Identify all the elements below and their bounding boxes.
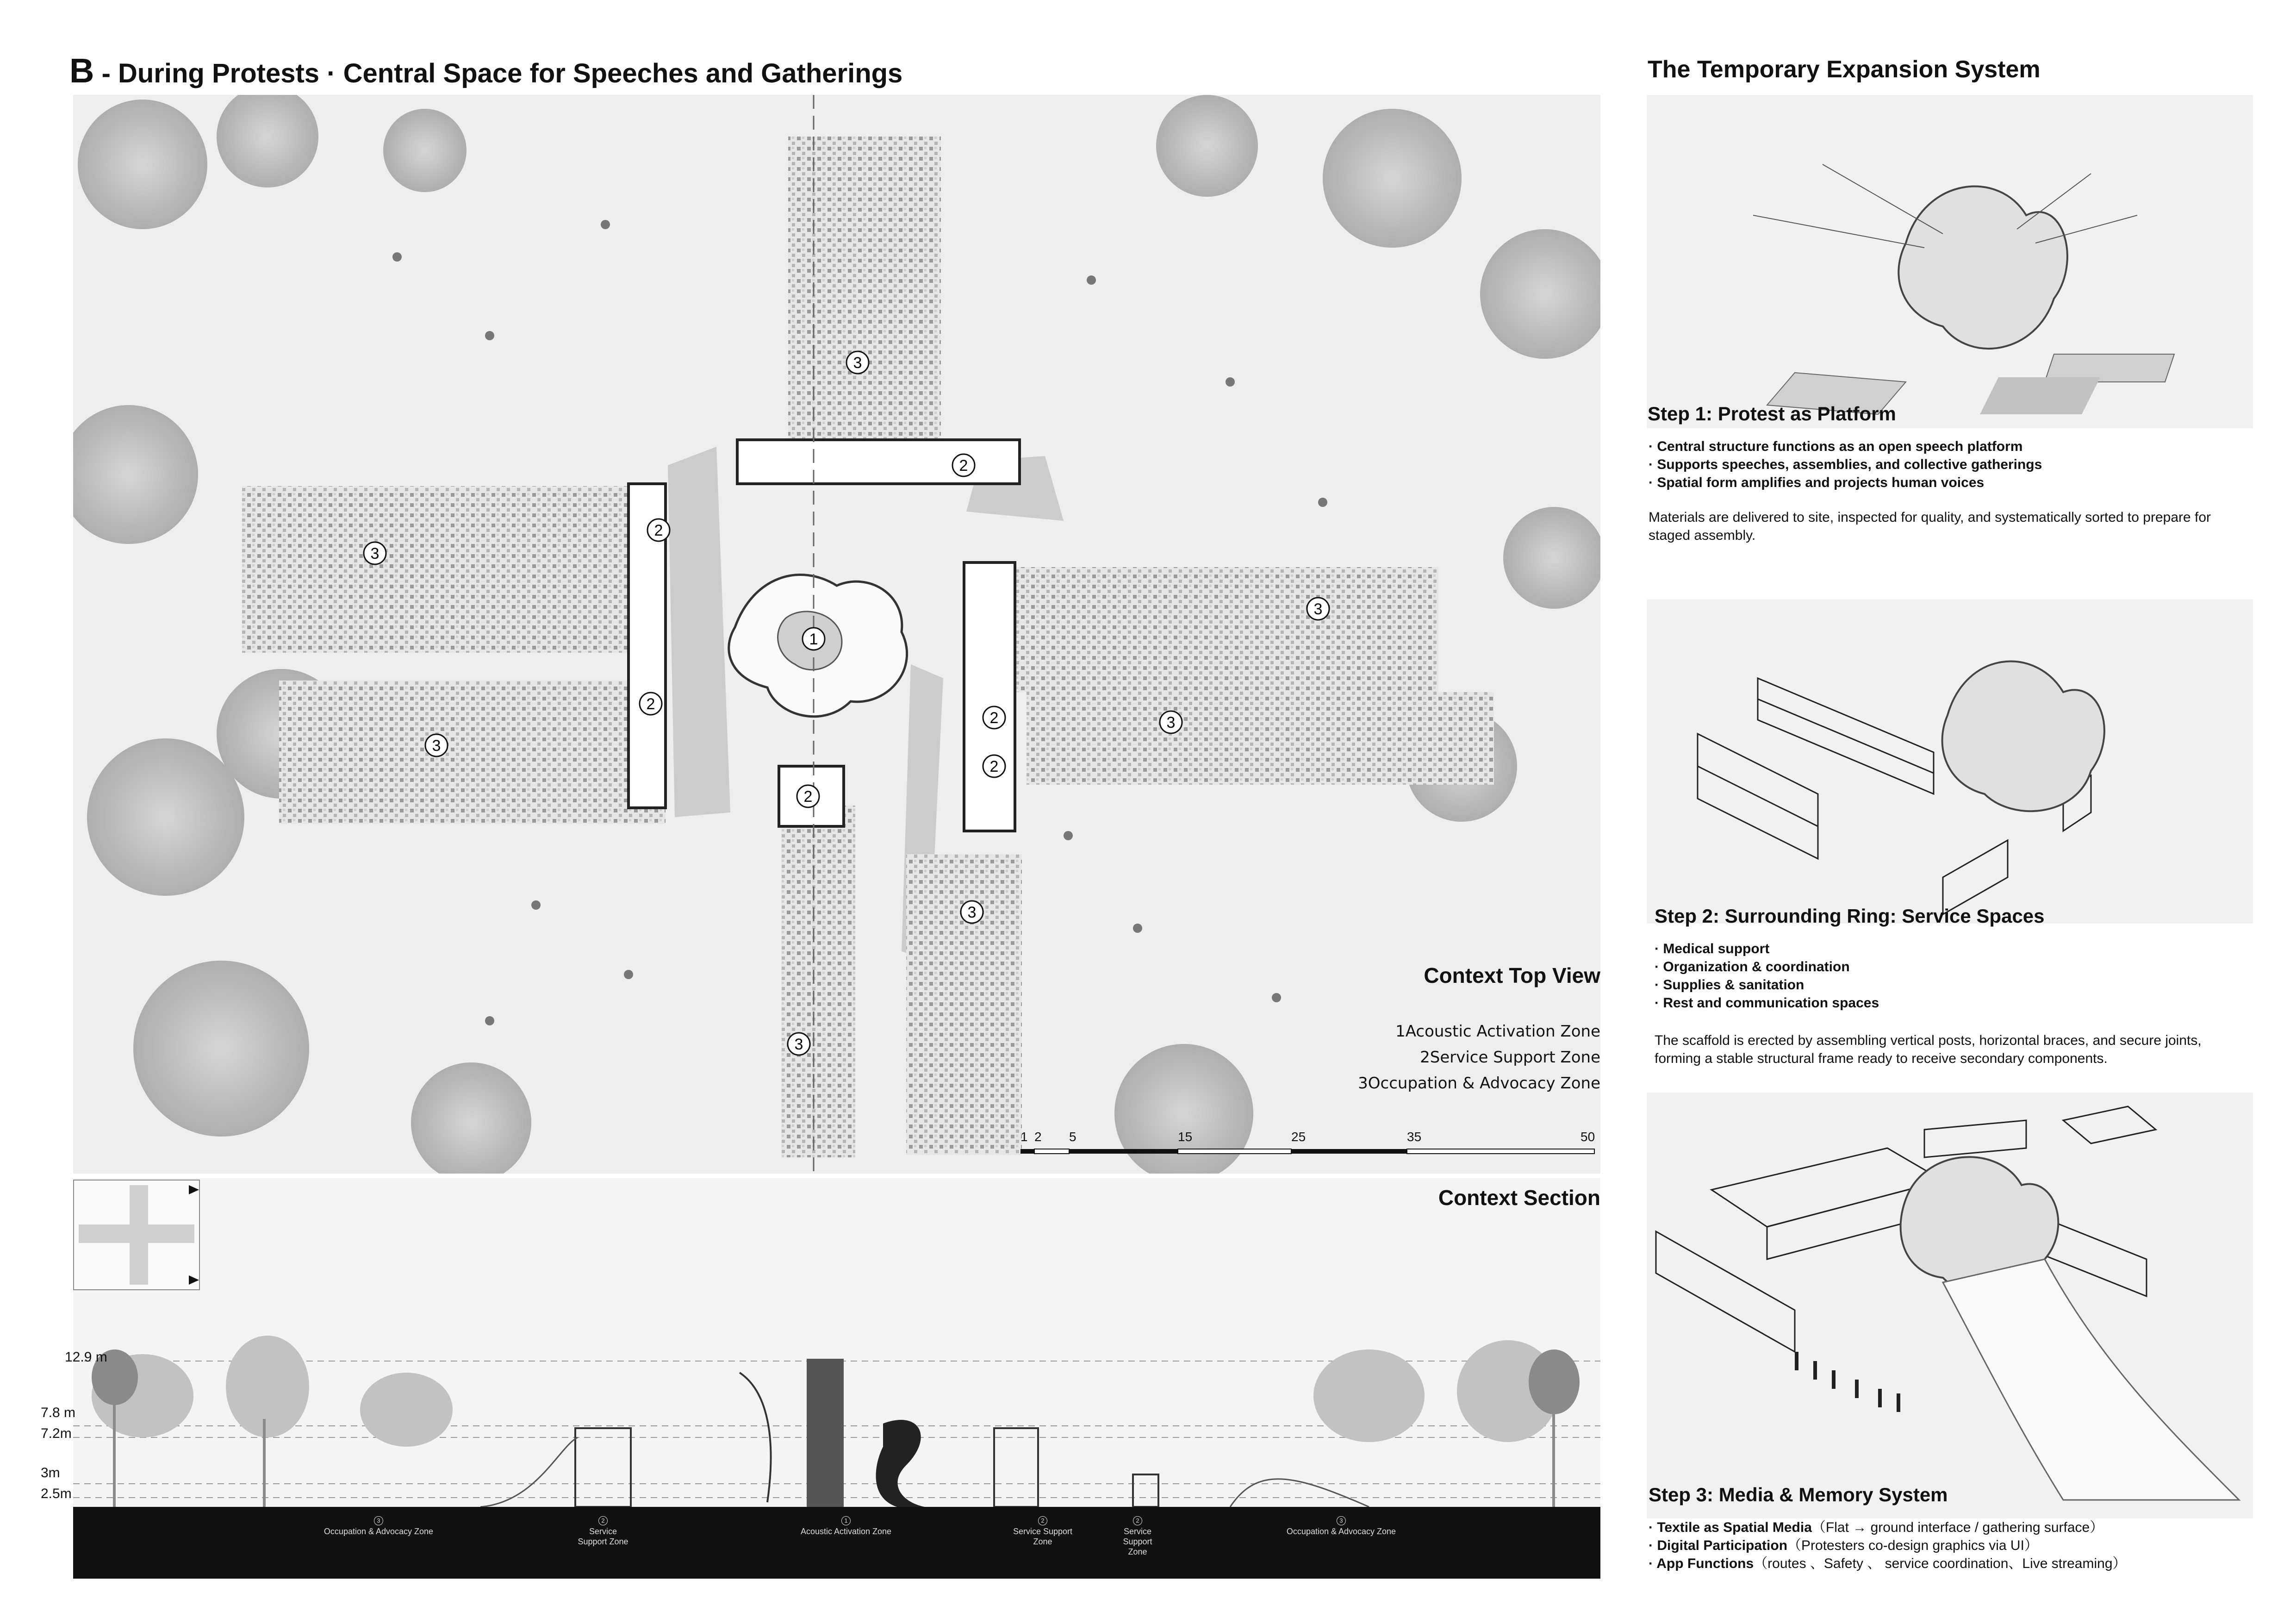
step-1-svg bbox=[1647, 95, 2253, 428]
step-3-bullet-rest: （routes 、Safety 、 service coordination、Live streaming） bbox=[1754, 1556, 2127, 1571]
step-3-bullet bbox=[1649, 1537, 2287, 1555]
step-3-axonometric bbox=[1647, 1093, 2253, 1518]
scale-tick: 5 bbox=[1069, 1130, 1076, 1144]
legend-item: 1Acoustic Activation Zone bbox=[1395, 1022, 1600, 1041]
scale-bar bbox=[1020, 1130, 1597, 1162]
elevation-label: 2.5m bbox=[41, 1486, 72, 1501]
step-2-bullets bbox=[1655, 940, 1879, 1012]
zone-marker-text: 3 bbox=[967, 904, 977, 921]
zone-marker-text: 2 bbox=[989, 758, 999, 775]
zone-marker-3f bbox=[961, 901, 983, 923]
zone-marker-2f bbox=[983, 755, 1005, 777]
context-section-label: Context Section bbox=[1438, 1186, 1600, 1210]
step-3-bullet bbox=[1649, 1555, 2287, 1573]
step-2-bullet: · Medical support bbox=[1655, 941, 1770, 956]
section-zone-label bbox=[575, 1516, 631, 1547]
legend-item: 3Occupation & Advocacy Zone bbox=[1358, 1074, 1600, 1093]
zone-marker-3g bbox=[788, 1033, 810, 1055]
zone-marker-2b bbox=[647, 519, 670, 541]
step-2-svg bbox=[1647, 600, 2253, 924]
zone-marker-3c bbox=[425, 734, 448, 756]
scale-tick: 2 bbox=[1034, 1130, 1042, 1144]
section-zone-num: 2 bbox=[598, 1516, 608, 1525]
context-top-view-drawing bbox=[73, 95, 1600, 1174]
section-zone-label bbox=[1287, 1516, 1396, 1537]
step-3-bullet-bold: · Digital Participation bbox=[1649, 1538, 1788, 1553]
section-zone-name: Service Support Zone bbox=[1123, 1527, 1152, 1556]
step-1-title: Step 1: Protest as Platform bbox=[1648, 403, 1896, 425]
step-3-bullet-rest: （Protesters co-design graphics via UI） bbox=[1787, 1538, 2038, 1553]
step-3-bullet bbox=[1649, 1518, 2287, 1537]
zone-marker-3b bbox=[364, 542, 386, 564]
scale-tick: 50 bbox=[1580, 1130, 1595, 1144]
step-2-paragraph: The scaffold is erected by assembling vertical posts, horizontal braces, and secure joints, forming a stable structural frame ready to receive secondary components. bbox=[1655, 1033, 2202, 1066]
section-zone-name: Occupation & Advocacy Zone bbox=[1286, 1527, 1396, 1536]
section-zone-label bbox=[801, 1516, 891, 1537]
step-1-paragraph: Materials are delivered to site, inspected for quality, and systematically sorted to prepare for staged assembly. bbox=[1649, 510, 2211, 543]
step-3-svg bbox=[1647, 1093, 2253, 1518]
section-zone-name: Acoustic Activation Zone bbox=[800, 1527, 892, 1536]
scale-tick: 15 bbox=[1178, 1130, 1193, 1144]
step-1-bullet: · Central structure functions as an open speech platform bbox=[1649, 439, 2023, 454]
key-plan-thumbnail bbox=[73, 1180, 200, 1290]
zone-marker-3a bbox=[846, 351, 869, 374]
zone-marker-3e bbox=[1160, 711, 1182, 733]
zone-legend bbox=[1358, 1018, 1600, 1096]
zone-marker-text: 2 bbox=[654, 522, 663, 539]
zone-marker-text: 1 bbox=[809, 631, 818, 648]
step-2-bullet: · Organization & coordination bbox=[1655, 959, 1850, 974]
step-2-axonometric bbox=[1647, 600, 2253, 924]
step-1-bullet: · Spatial form amplifies and projects human voices bbox=[1649, 475, 1985, 490]
scale-bar-graphic bbox=[1020, 1147, 1597, 1161]
zone-marker-text: 3 bbox=[794, 1036, 803, 1053]
zone-marker-text: 2 bbox=[989, 709, 999, 727]
plan-svg bbox=[73, 95, 1600, 1174]
zone-marker-2e bbox=[983, 706, 1005, 729]
page-title bbox=[69, 51, 902, 90]
zone-marker-text: 3 bbox=[370, 545, 380, 562]
step-2-title: Step 2: Surrounding Ring: Service Spaces bbox=[1655, 905, 2045, 927]
elevation-label: 7.8 m bbox=[41, 1405, 76, 1420]
step-2-bullet: · Supplies & sanitation bbox=[1655, 977, 1804, 993]
step-3-title: Step 3: Media & Memory System bbox=[1649, 1484, 1948, 1505]
zone-marker-2d bbox=[797, 785, 819, 807]
section-zone-label bbox=[1003, 1516, 1082, 1547]
legend-item: 2Service Support Zone bbox=[1420, 1048, 1600, 1067]
section-zone-name: Service Support Zone bbox=[578, 1527, 628, 1546]
step-2-bullet: · Rest and communication spaces bbox=[1655, 995, 1879, 1011]
page-title-letter: B bbox=[69, 51, 94, 90]
elevation-label: 3m bbox=[41, 1465, 60, 1480]
section-zone-num: 3 bbox=[1337, 1516, 1346, 1525]
step-3-bullet-rest: （Flat → ground interface / gathering surface） bbox=[1811, 1520, 2104, 1535]
step-3-bullet-bold: · Textile as Spatial Media bbox=[1649, 1520, 1812, 1535]
section-zone-num: 2 bbox=[1038, 1516, 1047, 1525]
elevation-label: 12.9 m bbox=[65, 1349, 107, 1365]
zone-marker-text: 2 bbox=[803, 788, 813, 806]
elevation-label: 7.2m bbox=[41, 1426, 72, 1441]
zone-marker-2c bbox=[640, 693, 662, 715]
section-zone-num: 2 bbox=[1133, 1516, 1142, 1525]
step-1-bullets bbox=[1649, 437, 2042, 492]
expansion-system-title: The Temporary Expansion System bbox=[1648, 56, 2041, 83]
zone-marker-text: 2 bbox=[959, 457, 968, 475]
scale-tick: 35 bbox=[1407, 1130, 1422, 1144]
section-zone-label bbox=[324, 1516, 433, 1537]
zone-marker-2a bbox=[952, 454, 975, 476]
context-top-view-label: Context Top View bbox=[1424, 963, 1600, 987]
step-1-bullet: · Supports speeches, assemblies, and collective gatherings bbox=[1649, 457, 2042, 472]
section-zone-label bbox=[1119, 1516, 1156, 1557]
section-zone-name: Occupation & Advocacy Zone bbox=[324, 1527, 434, 1536]
zone-marker-text: 3 bbox=[432, 737, 441, 755]
context-section-drawing bbox=[73, 1178, 1600, 1579]
zone-marker-text: 2 bbox=[646, 695, 655, 713]
page-title-text: - During Protests · Central Space for Speeches and Gatherings bbox=[94, 58, 903, 88]
zone-marker-1 bbox=[803, 628, 825, 650]
zone-marker-text: 3 bbox=[1166, 714, 1176, 731]
key-plan-svg bbox=[74, 1181, 199, 1289]
zone-marker-3d bbox=[1307, 598, 1329, 620]
section-zone-num: 3 bbox=[374, 1516, 383, 1525]
section-zone-name: Service Support Zone bbox=[1013, 1527, 1073, 1546]
step-1-axonometric bbox=[1647, 95, 2253, 428]
zone-marker-text: 3 bbox=[1313, 600, 1323, 618]
zone-marker-text: 3 bbox=[853, 354, 862, 372]
section-zone-num: 1 bbox=[841, 1516, 851, 1525]
scale-tick: 1 bbox=[1020, 1130, 1028, 1144]
step-3-bullet-bold: · App Functions bbox=[1649, 1556, 1754, 1571]
step-3-bullets bbox=[1649, 1518, 2287, 1573]
scale-tick: 25 bbox=[1291, 1130, 1306, 1144]
